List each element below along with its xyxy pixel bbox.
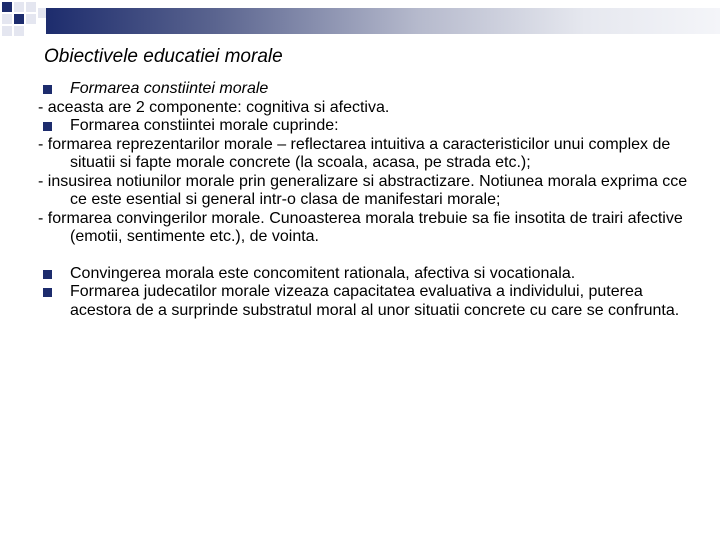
deco-square (26, 14, 36, 24)
bullet-text: Formarea constiintei morale (70, 80, 269, 97)
bullet-text: Convingerea morala este concomitent rationala, afectiva si vocationala. (70, 264, 576, 282)
square-bullet-icon (43, 85, 52, 94)
bullet-item (38, 265, 698, 284)
dash-item (38, 99, 698, 118)
spacer (38, 247, 698, 265)
bullet-item (38, 283, 698, 320)
deco-square (2, 26, 12, 36)
dash-text: - formarea reprezentarilor morale – reflectarea intuitiva a caracteristicilor unui complex de situatii si fapte morale concrete (la scoala, acasa, pe strada etc.); (38, 135, 671, 171)
bullet-item (38, 117, 698, 136)
dash-item (38, 136, 698, 173)
dash-text: - insusirea notiunilor morale prin generalizare si abstractizare. Notiunea morala exprima cce ce este esential si general intr-o clasa de manifestari morale; (38, 172, 688, 208)
header-gradient-band (46, 8, 720, 34)
deco-square (14, 14, 24, 24)
slide-title: Obiectivele educatiei morale (44, 46, 283, 67)
deco-square (26, 2, 36, 12)
deco-square (2, 2, 12, 12)
dash-text: - formarea convingerilor morale. Cunoasterea morala trebuie sa fie insotita de trairi afective (emotii, sentimente etc.), de vointa. (38, 209, 683, 245)
deco-square (14, 26, 24, 36)
dash-text: - aceasta are 2 componente: cognitiva si afectiva. (38, 98, 390, 116)
bullet-text: Formarea constiintei morale cuprinde: (70, 117, 339, 134)
bullet-text: Formarea judecatilor morale vizeaza capacitatea evaluativa a individului, puterea acestora de a surprinde substratul moral al unor situatii concrete cu care se confrunta. (70, 283, 680, 319)
square-bullet-icon (43, 288, 52, 297)
slide-body (38, 80, 698, 320)
dash-item (38, 173, 698, 210)
deco-square (2, 14, 12, 24)
square-bullet-icon (43, 270, 52, 279)
bullet-item (38, 80, 698, 99)
deco-square (14, 2, 24, 12)
dash-item (38, 210, 698, 247)
square-bullet-icon (43, 122, 52, 131)
